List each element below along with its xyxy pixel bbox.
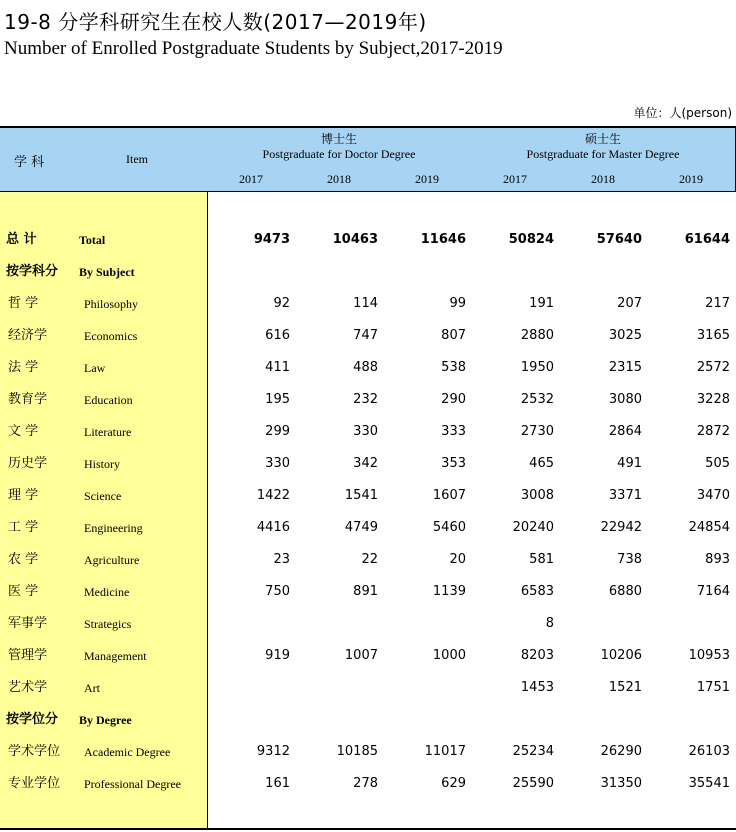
header-master-cn: 硕士生	[584, 132, 621, 146]
header-year-doctor-2019: 2019	[383, 166, 472, 192]
row-value: 893	[705, 552, 730, 567]
row-value: 25234	[512, 744, 554, 759]
row-value: 2572	[696, 360, 730, 375]
row-value: 6583	[520, 584, 554, 599]
row-value: 207	[617, 296, 642, 311]
row-label-cn: 文 学	[8, 424, 39, 439]
table-row	[0, 224, 736, 256]
row-value: 2864	[608, 424, 642, 439]
row-value: 750	[265, 584, 290, 599]
row-value: 1422	[256, 488, 290, 503]
row-label-cn: 按学科分	[6, 264, 59, 279]
row-label-en: Medicine	[84, 585, 130, 599]
row-value: 10206	[600, 648, 642, 663]
row-label-en: Law	[84, 361, 106, 375]
row-value: 1607	[432, 488, 466, 503]
row-value: 195	[265, 392, 290, 407]
row-label-en: Total	[79, 233, 106, 247]
header-year-master-2019: 2019	[647, 166, 736, 192]
row-value: 2880	[520, 328, 554, 343]
row-label-cn: 经济学	[8, 328, 48, 343]
row-value: 8203	[520, 648, 554, 663]
row-value: 342	[353, 456, 378, 471]
header-subject-cn: 学 科	[14, 155, 45, 170]
header-master-group	[471, 128, 736, 167]
row-value: 3228	[696, 392, 730, 407]
row-value: 191	[529, 296, 554, 311]
row-value: 10463	[332, 232, 378, 247]
row-value: 5460	[432, 520, 466, 535]
row-value: 616	[265, 328, 290, 343]
row-value: 2532	[520, 392, 554, 407]
row-value: 2730	[520, 424, 554, 439]
table-row	[0, 736, 736, 768]
row-value: 35541	[688, 776, 730, 791]
row-value: 2315	[608, 360, 642, 375]
row-value: 3470	[696, 488, 730, 503]
row-value: 747	[353, 328, 378, 343]
header-year-master-2018: 2018	[559, 166, 648, 192]
row-value: 807	[441, 328, 466, 343]
row-label-en: Engineering	[84, 521, 143, 535]
header-year-doctor-2018: 2018	[295, 166, 384, 192]
table-row	[0, 544, 736, 576]
row-label-en: Education	[84, 393, 133, 407]
row-value: 3371	[608, 488, 642, 503]
row-label-cn: 学术学位	[8, 744, 61, 759]
row-value: 3008	[520, 488, 554, 503]
row-label-cn: 专业学位	[8, 776, 61, 791]
row-value: 299	[265, 424, 290, 439]
row-label-cn: 法 学	[8, 360, 39, 375]
page-title-cn: 19-8 分学科研究生在校人数(2017—2019年)	[4, 10, 427, 34]
row-value: 6880	[608, 584, 642, 599]
row-value: 278	[353, 776, 378, 791]
row-value: 22	[361, 552, 378, 567]
row-value: 20	[449, 552, 466, 567]
row-value: 330	[353, 424, 378, 439]
row-value: 3165	[696, 328, 730, 343]
row-value: 9312	[256, 744, 290, 759]
table-row	[0, 384, 736, 416]
row-value: 3080	[608, 392, 642, 407]
row-value: 465	[529, 456, 554, 471]
row-value: 738	[617, 552, 642, 567]
row-label-en: Literature	[84, 425, 132, 439]
row-value: 50824	[508, 232, 554, 247]
header-doctor-cn: 博士生	[320, 132, 357, 146]
row-value: 10185	[336, 744, 378, 759]
header-subject-cell	[0, 128, 208, 192]
row-value: 9473	[253, 232, 290, 247]
table-row	[0, 448, 736, 480]
row-value: 333	[441, 424, 466, 439]
row-value: 1541	[344, 488, 378, 503]
row-value: 1521	[608, 680, 642, 695]
row-value: 1751	[696, 680, 730, 695]
row-value: 217	[705, 296, 730, 311]
header-doctor-en: Postgraduate for Doctor Degree	[262, 147, 416, 161]
row-label-en: By Degree	[79, 713, 132, 727]
row-value: 10953	[688, 648, 730, 663]
row-value: 1453	[520, 680, 554, 695]
table-row	[0, 416, 736, 448]
header-doctor-group	[207, 128, 472, 167]
row-value: 1139	[432, 584, 466, 599]
row-value: 411	[265, 360, 290, 375]
row-label-cn: 管理学	[8, 648, 48, 663]
row-value: 57640	[596, 232, 642, 247]
row-value: 20240	[512, 520, 554, 535]
row-value: 24854	[688, 520, 730, 535]
row-label-en: Academic Degree	[84, 745, 171, 759]
table-row	[0, 256, 736, 288]
row-label-en: Professional Degree	[84, 777, 181, 791]
row-value: 353	[441, 456, 466, 471]
row-value: 1950	[520, 360, 554, 375]
row-label-en: Art	[84, 681, 100, 695]
row-value: 1007	[344, 648, 378, 663]
table-row	[0, 768, 736, 800]
row-label-en: Science	[84, 489, 122, 503]
row-label-cn: 工 学	[8, 520, 39, 535]
row-value: 538	[441, 360, 466, 375]
row-value: 26290	[600, 744, 642, 759]
table-row	[0, 512, 736, 544]
row-value: 7164	[696, 584, 730, 599]
row-label-cn: 教育学	[8, 392, 48, 407]
row-value: 232	[353, 392, 378, 407]
row-value: 22942	[600, 520, 642, 535]
row-value: 4416	[256, 520, 290, 535]
header-year-master-2017: 2017	[471, 166, 560, 192]
row-label-en: Agriculture	[84, 553, 140, 567]
row-value: 891	[353, 584, 378, 599]
table-row	[0, 640, 736, 672]
row-value: 3025	[608, 328, 642, 343]
header-year-doctor-2017: 2017	[207, 166, 296, 192]
row-value: 114	[353, 296, 378, 311]
row-label-cn: 哲 学	[8, 296, 39, 311]
row-value: 505	[705, 456, 730, 471]
row-value: 1000	[432, 648, 466, 663]
row-label-en: Management	[84, 649, 147, 663]
row-label-cn: 总 计	[6, 232, 37, 247]
table-row	[0, 352, 736, 384]
row-value: 330	[265, 456, 290, 471]
table-row	[0, 288, 736, 320]
page-title-en: Number of Enrolled Postgraduate Students by Subject,2017-2019	[4, 38, 503, 59]
row-label-cn: 按学位分	[6, 712, 59, 727]
row-value: 919	[265, 648, 290, 663]
row-value: 2872	[696, 424, 730, 439]
row-label-en: By Subject	[79, 265, 135, 279]
row-value: 11646	[420, 232, 466, 247]
row-value: 8	[545, 616, 554, 631]
row-label-cn: 历史学	[8, 456, 48, 471]
header-master-en: Postgraduate for Master Degree	[526, 147, 680, 161]
row-value: 99	[449, 296, 466, 311]
row-value: 92	[273, 296, 290, 311]
table-row	[0, 320, 736, 352]
row-label-cn: 理 学	[8, 488, 39, 503]
table-row	[0, 608, 736, 640]
row-value: 290	[441, 392, 466, 407]
table-row	[0, 672, 736, 704]
row-value: 61644	[684, 232, 730, 247]
row-value: 4749	[344, 520, 378, 535]
row-value: 161	[265, 776, 290, 791]
row-value: 11017	[424, 744, 466, 759]
row-value: 31350	[600, 776, 642, 791]
row-label-cn: 医 学	[8, 584, 39, 599]
row-value: 488	[353, 360, 378, 375]
row-value: 581	[529, 552, 554, 567]
row-label-en: Philosophy	[84, 297, 139, 311]
row-value: 26103	[688, 744, 730, 759]
row-label-en: Economics	[84, 329, 138, 343]
row-label-cn: 艺术学	[8, 680, 48, 695]
row-label-cn: 农 学	[8, 552, 39, 567]
unit-label: 单位：人(person)	[633, 106, 732, 120]
table-row	[0, 704, 736, 736]
header-item-en: Item	[126, 152, 148, 166]
row-value: 629	[441, 776, 466, 791]
row-value: 23	[273, 552, 290, 567]
table-row	[0, 480, 736, 512]
row-label-cn: 军事学	[8, 616, 48, 631]
row-label-en: Strategics	[84, 617, 132, 631]
table-row	[0, 576, 736, 608]
row-label-en: History	[84, 457, 120, 471]
row-value: 491	[617, 456, 642, 471]
table-bottom-rule	[0, 828, 736, 830]
row-value: 25590	[512, 776, 554, 791]
